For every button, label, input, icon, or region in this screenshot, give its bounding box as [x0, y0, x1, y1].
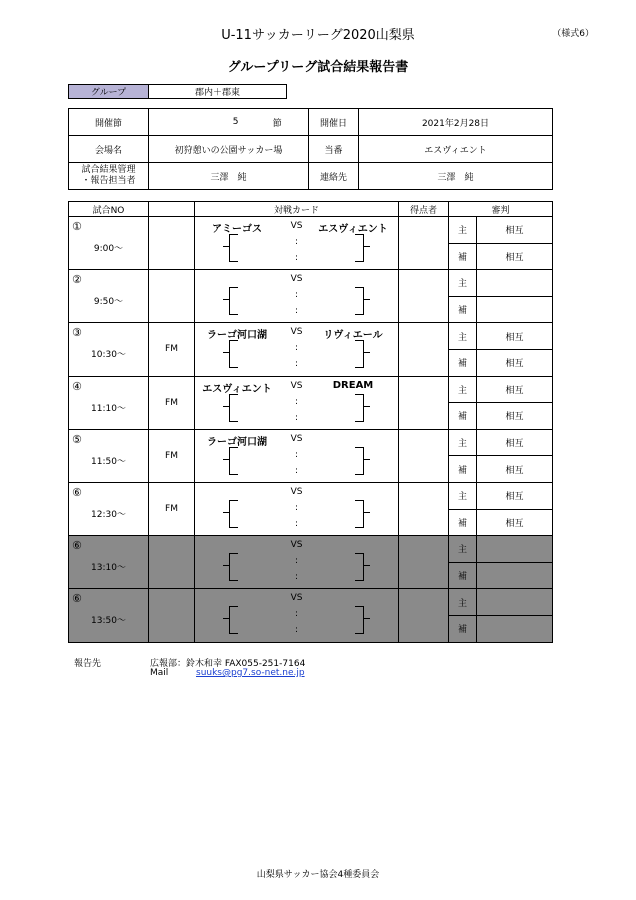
- main-referee-value: [477, 589, 553, 616]
- home-team: エスヴィエント: [202, 383, 272, 395]
- duty-value: エスヴィエント: [359, 136, 553, 163]
- sub-referee-value: [477, 615, 553, 642]
- score-colon-second-half: :: [294, 625, 299, 636]
- sub-referee-value: [477, 296, 553, 323]
- home-team: ラーゴ河口湖: [207, 330, 267, 342]
- match-row: [69, 589, 553, 616]
- match-card: [195, 589, 399, 642]
- main-referee-value: 相互: [477, 323, 553, 350]
- field-cell: FM: [149, 482, 195, 535]
- manager-label-line-2: ・報告担当者: [81, 176, 136, 186]
- scorer-cell: [399, 217, 449, 270]
- main-referee-label: 主: [449, 429, 477, 456]
- round-label: 開催節: [69, 109, 149, 136]
- main-referee-value: 相互: [477, 429, 553, 456]
- match-card: [195, 482, 399, 535]
- score-colon-first-half: :: [294, 449, 299, 460]
- organization-name: 山梨県サッカー協会4種委員会: [256, 870, 380, 880]
- match-row: [69, 376, 553, 403]
- vs-label: VS: [290, 274, 303, 285]
- score-colon-first-half: :: [294, 237, 299, 247]
- venue-value: 初狩憩いの公園サッカー場: [149, 136, 309, 163]
- sub-referee-value: 相互: [477, 456, 553, 483]
- match-row: [69, 270, 553, 297]
- match-row: [69, 217, 553, 244]
- match-time: 9:00～: [93, 244, 124, 254]
- match-time: 11:50～: [91, 456, 126, 467]
- score-colon-second-half: :: [294, 465, 299, 476]
- manager-value: 三澤 純: [149, 163, 309, 190]
- venue-label: 会場名: [69, 136, 149, 163]
- manager-label-line-1: 試合結果管理: [81, 165, 136, 175]
- match-row: [69, 323, 553, 350]
- score-colon-second-half: :: [294, 253, 299, 263]
- main-referee-value: [477, 270, 553, 297]
- score-colon-second-half: :: [294, 572, 299, 583]
- group-table: [68, 84, 287, 99]
- sub-referee-label: 補: [449, 243, 477, 270]
- contact-label: 連絡先: [309, 163, 359, 190]
- referee-header: 審判: [449, 202, 553, 217]
- match-time: 11:10～: [91, 403, 126, 414]
- score-colon-second-half: :: [294, 306, 299, 317]
- scorer-cell: [399, 482, 449, 535]
- match-number: ③: [72, 326, 82, 340]
- score-colon-first-half: :: [294, 609, 299, 620]
- report-title: グループリーグ試合結果報告書: [227, 60, 409, 75]
- match-no-header: 試合NO: [69, 202, 149, 217]
- score-colon-first-half: :: [294, 556, 299, 567]
- vs-label: VS: [290, 593, 303, 604]
- match-table: [68, 201, 553, 643]
- match-number: ④: [72, 379, 82, 393]
- score-colon-first-half: :: [294, 290, 299, 301]
- match-row: [69, 536, 553, 563]
- match-no-cell: [69, 429, 149, 482]
- duty-label: 当番: [309, 136, 359, 163]
- field-cell: FM: [149, 376, 195, 429]
- sub-referee-label: 補: [449, 403, 477, 430]
- group-value: 郡内＋郡東: [149, 85, 287, 99]
- date-label: 開催日: [309, 109, 359, 136]
- date-value: 2021年2月28日: [359, 109, 553, 136]
- scorer-cell: [399, 589, 449, 642]
- match-no-cell: [69, 217, 149, 270]
- press-contact: 広報部：鈴木和幸 FAX055-251-7164: [150, 659, 306, 669]
- sub-referee-label: 補: [449, 509, 477, 536]
- scorer-cell: [399, 270, 449, 323]
- match-card: [195, 323, 399, 376]
- main-referee-label: 主: [449, 270, 477, 297]
- league-title: U-11サッカーリーグ2020山梨県: [221, 28, 415, 43]
- field-cell: FM: [149, 323, 195, 376]
- match-time: 13:10～: [91, 563, 126, 574]
- scorer-cell: [399, 376, 449, 429]
- contact-value: 三澤 純: [359, 163, 553, 190]
- info-table: [68, 108, 553, 190]
- match-number: ⑤: [72, 432, 82, 446]
- match-no-cell: [69, 536, 149, 589]
- score-colon-first-half: :: [294, 396, 299, 407]
- field-cell: [149, 536, 195, 589]
- match-card: [195, 429, 399, 482]
- sub-referee-label: 補: [449, 349, 477, 376]
- sub-referee-value: 相互: [477, 243, 553, 270]
- match-row: [69, 429, 553, 456]
- field-header: [149, 202, 195, 217]
- main-referee-label: 主: [449, 376, 477, 403]
- field-cell: [149, 217, 195, 270]
- mail-address-link[interactable]: suuks@pg7.so-net.ne.jp: [196, 668, 305, 678]
- away-team: エスヴィエント: [318, 224, 388, 235]
- match-card: [195, 536, 399, 589]
- main-referee-value: 相互: [477, 482, 553, 509]
- form-number: （様式6）: [552, 29, 594, 39]
- round-unit: 節: [247, 109, 309, 136]
- match-card: [195, 270, 399, 323]
- vs-label: VS: [290, 433, 303, 444]
- field-cell: [149, 589, 195, 642]
- sub-referee-value: 相互: [477, 403, 553, 430]
- round-value: 5: [149, 109, 247, 136]
- main-referee-value: [477, 536, 553, 563]
- match-no-cell: [69, 589, 149, 642]
- vs-label: VS: [290, 380, 303, 391]
- main-referee-label: 主: [449, 323, 477, 350]
- match-no-cell: [69, 376, 149, 429]
- match-number: ②: [72, 273, 82, 287]
- main-referee-label: 主: [449, 482, 477, 509]
- field-cell: [149, 270, 195, 323]
- score-colon-first-half: :: [294, 502, 299, 513]
- match-time: 13:50～: [91, 616, 126, 627]
- match-no-cell: [69, 270, 149, 323]
- match-number: ⑥: [72, 485, 82, 499]
- match-card: [195, 217, 399, 270]
- away-team: DREAM: [332, 379, 374, 391]
- sub-referee-label: 補: [449, 456, 477, 483]
- sub-referee-label: 補: [449, 562, 477, 589]
- match-number: ⑥: [72, 592, 82, 606]
- main-referee-label: 主: [449, 589, 477, 616]
- match-no-cell: [69, 482, 149, 535]
- field-cell: FM: [149, 429, 195, 482]
- scorer-header: 得点者: [399, 202, 449, 217]
- scorer-cell: [399, 536, 449, 589]
- score-colon-second-half: :: [294, 412, 299, 423]
- match-number: ⑥: [72, 539, 82, 553]
- sub-referee-label: 補: [449, 296, 477, 323]
- mail-label: Mail: [150, 668, 169, 678]
- home-team: アミーゴス: [212, 224, 262, 235]
- main-referee-label: 主: [449, 217, 477, 244]
- match-card: [195, 376, 399, 429]
- manager-label: [69, 163, 149, 190]
- sub-referee-value: 相互: [477, 509, 553, 536]
- sub-referee-label: 補: [449, 615, 477, 642]
- vs-label: VS: [290, 540, 303, 551]
- main-referee-label: 主: [449, 536, 477, 563]
- vs-label: VS: [290, 221, 303, 231]
- card-header: 対戦カード: [195, 202, 399, 217]
- home-team: ラーゴ河口湖: [207, 436, 267, 448]
- main-referee-value: 相互: [477, 217, 553, 244]
- match-time: 10:30～: [91, 350, 126, 361]
- main-referee-value: 相互: [477, 376, 553, 403]
- match-time: 12:30～: [91, 509, 126, 520]
- vs-label: VS: [290, 486, 303, 497]
- sub-referee-value: 相互: [477, 349, 553, 376]
- scorer-cell: [399, 323, 449, 376]
- match-time: 9:50～: [93, 297, 124, 308]
- sub-referee-value: [477, 562, 553, 589]
- score-colon-second-half: :: [294, 359, 299, 370]
- vs-label: VS: [290, 327, 303, 338]
- match-row: [69, 482, 553, 509]
- scorer-cell: [399, 429, 449, 482]
- report-to-label: 報告先: [74, 659, 102, 669]
- match-no-cell: [69, 323, 149, 376]
- away-team: リヴィエール: [323, 330, 383, 342]
- score-colon-first-half: :: [294, 343, 299, 354]
- group-label: グループ: [69, 85, 149, 99]
- score-colon-second-half: :: [294, 518, 299, 529]
- match-number: ①: [72, 220, 82, 233]
